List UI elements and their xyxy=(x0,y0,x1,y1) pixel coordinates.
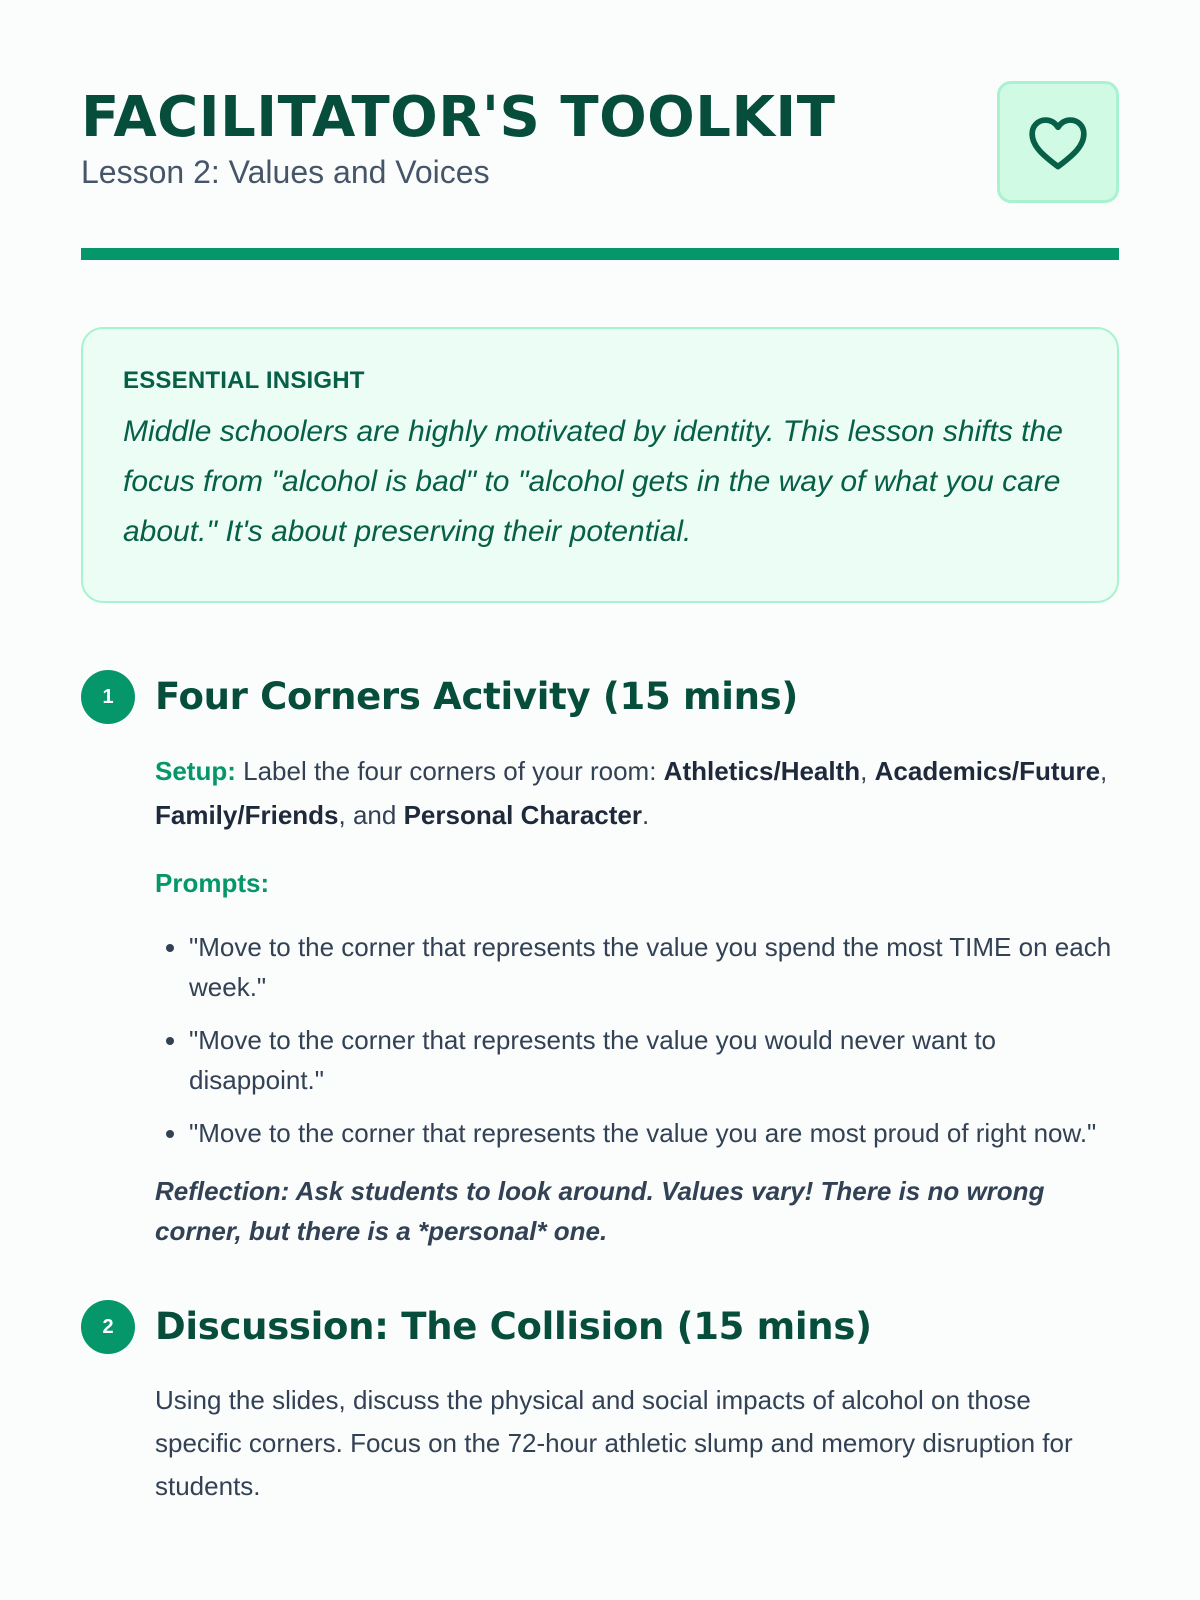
section-four-corners xyxy=(81,667,1119,1251)
section-discussion xyxy=(81,1297,1119,1508)
heart-icon xyxy=(1027,113,1089,171)
list-item: • "Move to the corner that represents the value you are most proud of right now." xyxy=(189,1113,1119,1153)
corner-label: Personal Character xyxy=(403,800,643,830)
separator: , and xyxy=(338,800,404,830)
setup-intro: Label the four corners of your room: xyxy=(235,756,664,786)
section-number-badge: 1 xyxy=(81,670,135,724)
header xyxy=(81,0,1119,190)
prompts-label: Prompts: xyxy=(155,868,270,898)
corner-label: Family/Friends xyxy=(155,800,339,830)
separator: , xyxy=(1100,756,1108,786)
section-title: Discussion: The Collision (15 mins) xyxy=(155,1305,872,1348)
discussion-paragraph: Using the slides, discuss the physical and social impacts of alcohol on those specific corners. Focus on the 72-hour athletic slump and memory disruption for students. xyxy=(155,1385,1073,1501)
insight-text: Middle schoolers are highly motivated by identity. This lesson shifts the focus from "alcohol is bad" to "alcohol gets in the way of what you care about." It's about preserving their potential. xyxy=(123,415,1063,548)
section-header xyxy=(81,667,1119,727)
section-body xyxy=(81,1379,1119,1508)
prompts-list xyxy=(155,927,1119,1153)
section-number-badge: 2 xyxy=(81,1300,135,1354)
separator: , xyxy=(860,756,875,786)
corner-label: Academics/Future xyxy=(874,756,1101,786)
section-title: Four Corners Activity (15 mins) xyxy=(155,675,798,718)
section-header xyxy=(81,1297,1119,1357)
setup-paragraph xyxy=(155,749,1119,837)
page-subtitle: Lesson 2: Values and Voices xyxy=(81,154,490,190)
separator: . xyxy=(642,800,650,830)
list-item: • "Move to the corner that represents the value you spend the most TIME on each week." xyxy=(189,927,1119,1007)
heart-badge xyxy=(997,81,1119,203)
essential-insight-callout xyxy=(81,327,1119,603)
corner-label: Athletics/Health xyxy=(663,756,861,786)
reflection-note: Reflection: Ask students to look around. Values vary! There is no wrong corner, but there is a *personal* one. xyxy=(155,1176,1045,1246)
setup-label: Setup: xyxy=(155,756,236,786)
section-body xyxy=(81,749,1119,1251)
page-title: FACILITATOR'S TOOLKIT xyxy=(81,85,836,150)
insight-label: ESSENTIAL INSIGHT xyxy=(123,367,365,394)
header-divider xyxy=(81,248,1119,260)
list-item: • "Move to the corner that represents the value you would never want to disappoint." xyxy=(189,1020,1119,1100)
